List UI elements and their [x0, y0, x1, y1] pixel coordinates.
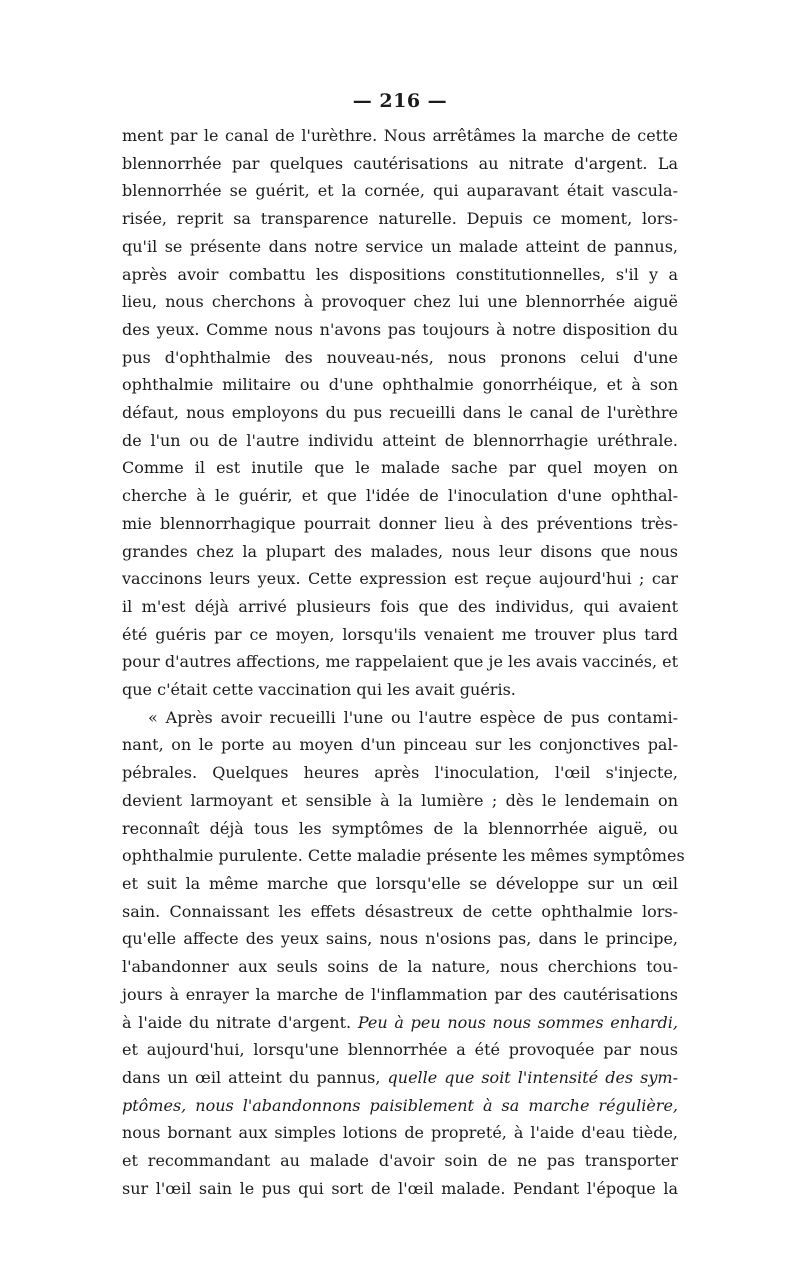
- text-line: [122, 261, 678, 289]
- text-line: [122, 759, 678, 787]
- text-line: [122, 510, 678, 538]
- text-line: [122, 981, 678, 1009]
- text-segment: Comme il est inutile que le malade sache par quel moyen on: [122, 458, 678, 478]
- text-line: [122, 482, 678, 510]
- text-line: [122, 870, 678, 898]
- text-line: [122, 1119, 678, 1147]
- italic-text: Peu à peu nous nous sommes enhardi,: [357, 1012, 678, 1032]
- text-line: [122, 538, 678, 566]
- text-segment: ophthalmie purulente. Cette maladie présente les mêmes symptômes: [122, 846, 685, 866]
- text-segment: blennorrhée par quelques cautérisations au nitrate d'argent. La: [122, 153, 678, 173]
- text-segment: lieu, nous cherchons à provoquer chez lui une blennorrhée aiguë: [122, 292, 678, 312]
- text-line: [122, 925, 678, 953]
- text-segment: devient larmoyant et sensible à la lumière ; dès le lendemain on: [122, 790, 678, 810]
- text-segment: à l'aide du nitrate d'argent.: [122, 1012, 358, 1032]
- text-segment: ophthalmie militaire ou d'une ophthalmie gonorrhéique, et à son: [122, 375, 678, 395]
- text-line: [122, 371, 678, 399]
- text-line: [122, 815, 678, 843]
- text-segment: défaut, nous employons du pus recueilli dans le canal de l'urèthre: [122, 403, 678, 423]
- text-segment: des yeux. Comme nous n'avons pas toujours à notre disposition du: [122, 319, 678, 339]
- text-line: [122, 676, 678, 704]
- text-segment: reconnaît déjà tous les symptômes de la blennorrhée aiguë, ou: [122, 818, 678, 838]
- text-segment: mie blennorrhagique pourrait donner lieu à des préventions très-: [122, 513, 678, 533]
- text-segment: qu'elle affecte des yeux sains, nous n'osions pas, dans le principe,: [122, 929, 678, 949]
- text-line: [122, 565, 678, 593]
- text-segment: et aujourd'hui, lorsqu'une blennorrhée a été provoquée par nous: [122, 1040, 678, 1060]
- text-segment: nant, on le porte au moyen d'un pinceau sur les conjonctives pal-: [122, 735, 678, 755]
- text-line: [122, 399, 678, 427]
- text-segment: cherche à le guérir, et que l'idée de l'inoculation d'une ophthal-: [122, 486, 678, 506]
- page-number: — 216 —: [352, 90, 448, 112]
- text-segment: nous bornant aux simples lotions de propreté, à l'aide d'eau tiède,: [122, 1123, 678, 1143]
- italic-text: ptômes, nous l'abandonnons paisiblement à sa marche régulière,: [122, 1095, 678, 1115]
- text-segment: vaccinons leurs yeux. Cette expression est reçue aujourd'hui ; car: [122, 569, 678, 589]
- text-line: [122, 1175, 678, 1203]
- text-segment: pébrales. Quelques heures après l'inoculation, l'œil s'injecte,: [122, 763, 678, 783]
- body-text: [122, 122, 685, 1202]
- text-line: [122, 1092, 678, 1120]
- text-line: [122, 288, 678, 316]
- text-segment: ment par le canal de l'urèthre. Nous arrêtâmes la marche de cette: [122, 126, 678, 145]
- text-line: [122, 648, 678, 676]
- italic-text: quelle que soit l'intensité des sym-: [387, 1067, 679, 1087]
- text-line: [122, 593, 678, 621]
- text-segment: blennorrhée se guérit, et la cornée, qui auparavant était vascula-: [122, 181, 678, 201]
- text-segment: grandes chez la plupart des malades, nous leur disons que nous: [122, 541, 678, 561]
- text-line: [122, 344, 678, 372]
- text-line: [122, 205, 678, 233]
- text-segment: l'abandonner aux seuls soins de la nature, nous cherchions tou-: [122, 957, 678, 977]
- text-segment: qu'il se présente dans notre service un malade atteint de pannus,: [122, 236, 678, 256]
- text-line: [122, 177, 678, 205]
- text-line: [122, 427, 678, 455]
- text-segment: que c'était cette vaccination qui les avait guéris.: [122, 680, 516, 700]
- text-line: [122, 454, 678, 482]
- text-line: [122, 621, 678, 649]
- text-line: [122, 1009, 678, 1037]
- text-segment: sain. Connaissant les effets désastreux de cette ophthalmie lors-: [122, 901, 678, 921]
- text-line: [122, 316, 678, 344]
- text-line: [122, 122, 678, 150]
- text-line: [122, 233, 678, 261]
- text-segment: de l'un ou de l'autre individu atteint de blennorrhagie uréthrale.: [122, 430, 678, 450]
- text-segment: et recommandant au malade d'avoir soin de ne pas transporter: [122, 1151, 678, 1171]
- text-segment: et suit la même marche que lorsqu'elle se développe sur un œil: [122, 873, 678, 893]
- text-line: [122, 1036, 678, 1064]
- text-segment: il m'est déjà arrivé plusieurs fois que des individus, qui avaient: [122, 596, 678, 616]
- text-segment: dans un œil atteint du pannus,: [122, 1067, 388, 1087]
- text-segment: pour d'autres affections, me rappelaient que je les avais vaccinés, et: [122, 652, 679, 672]
- text-segment: été guéris par ce moyen, lorsqu'ils venaient me trouver plus tard: [122, 624, 678, 644]
- text-segment: jours à enrayer la marche de l'inflammation par des cautérisations: [122, 984, 678, 1004]
- text-line: [122, 150, 678, 178]
- text-segment: pus d'ophthalmie des nouveau-nés, nous pronons celui d'une: [122, 347, 678, 367]
- text-line: [122, 953, 678, 981]
- text-line: [122, 731, 678, 759]
- text-segment: « Après avoir recueilli l'une ou l'autre espèce de pus contami-: [148, 707, 678, 727]
- text-segment: risée, reprit sa transparence naturelle. Depuis ce moment, lors-: [122, 209, 678, 229]
- text-line: [122, 842, 685, 870]
- text-line: [122, 704, 678, 732]
- text-line: [122, 1064, 678, 1092]
- text-line: [122, 898, 678, 926]
- text-segment: après avoir combattu les dispositions constitutionnelles, s'il y a: [122, 264, 678, 284]
- text-line: [122, 1147, 678, 1175]
- text-segment: sur l'œil sain le pus qui sort de l'œil malade. Pendant l'époque la: [122, 1178, 678, 1198]
- text-line: [122, 787, 678, 815]
